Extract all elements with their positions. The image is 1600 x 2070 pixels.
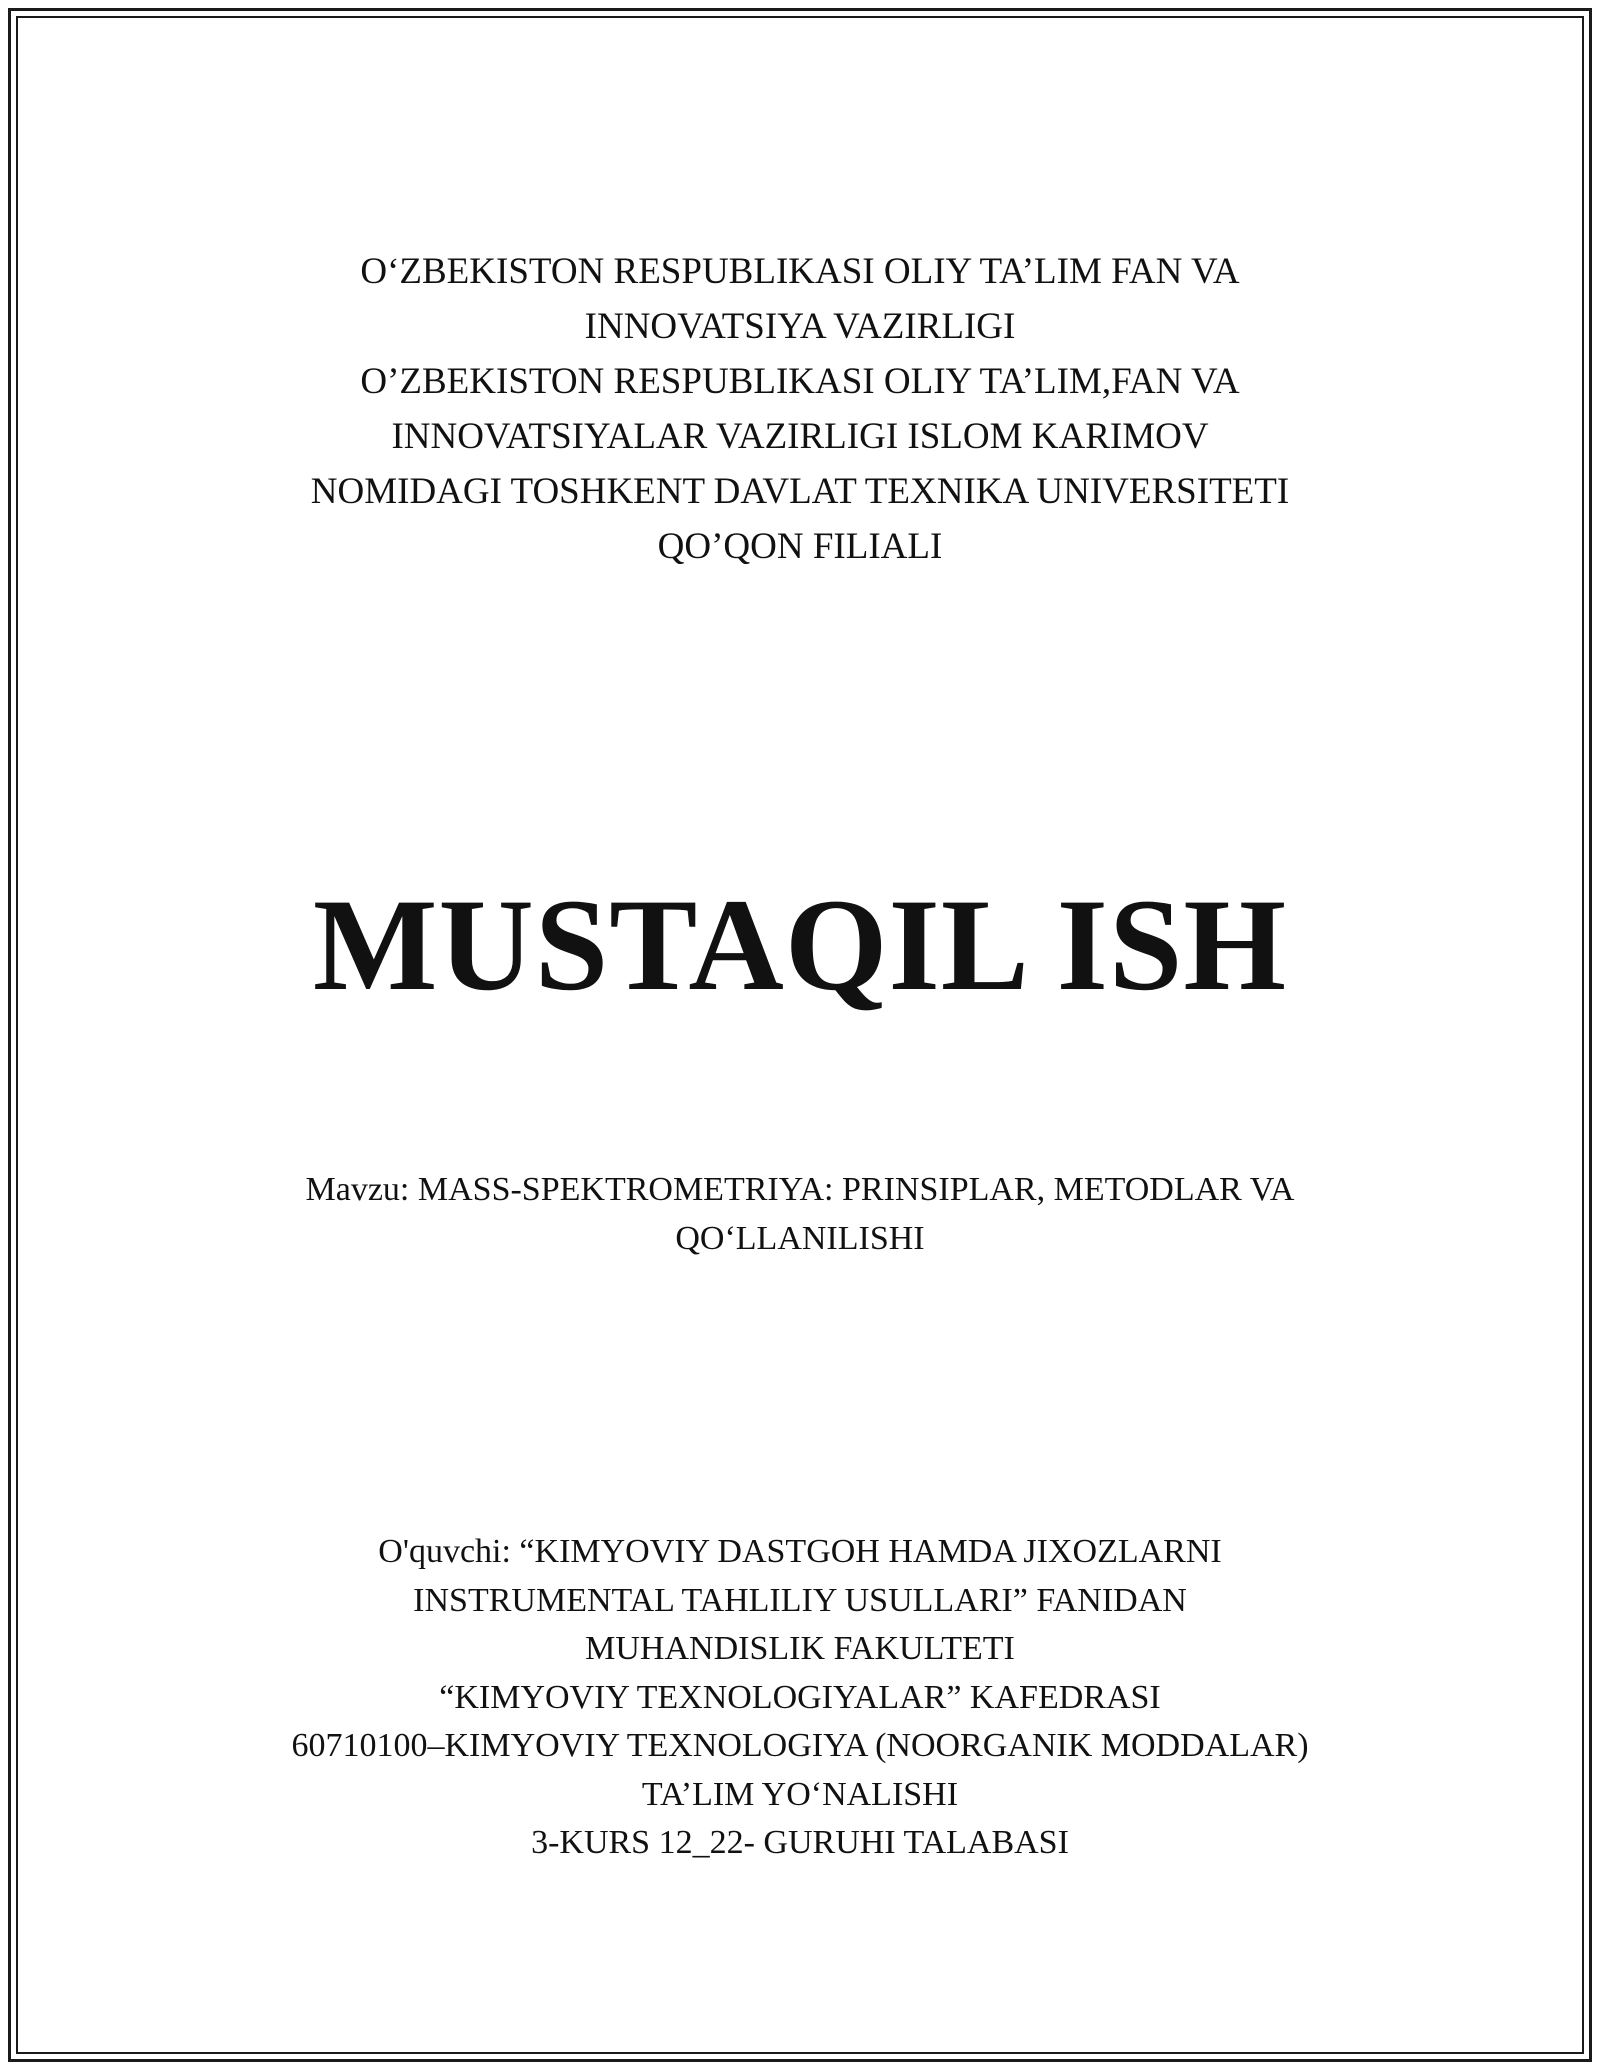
- document-title: MUSTAQIL ISH: [312, 871, 1288, 1018]
- student-line: INSTRUMENTAL TAHLILIY USULLARI” FANIDAN: [413, 1581, 1187, 1619]
- student-line: 3-KURS 12_22- GURUHI TALABASI: [531, 1824, 1069, 1861]
- student-line: MUHANDISLIK FAKULTETI: [585, 1630, 1015, 1667]
- header-line: INNOVATSIYALAR VAZIRLIGI ISLOM KARIMOV: [391, 416, 1209, 457]
- student-line: “KIMYOVIY TEXNOLOGIYALAR” KAFEDRASI: [439, 1678, 1161, 1716]
- topic-line: QO‘LLANILISHI: [675, 1220, 925, 1257]
- student-line: TA’LIM YO‘NALISHI: [641, 1775, 959, 1813]
- student-info: [0, 1528, 1600, 1868]
- header-line: NOMIDAGI TOSHKENT DAVLAT TEXNIKA UNIVERSITETI: [310, 471, 1290, 512]
- topic-section: [0, 1165, 1600, 1263]
- topic-line: Mavzu: MASS-SPEKTROMETRIYA: PRINSIPLAR, METODLAR VA: [305, 1171, 1295, 1208]
- student-line: 60710100–KIMYOVIY TEXNOLOGIYA (NOORGANIK MODDALAR): [291, 1727, 1309, 1764]
- student-line: O'quvchi: “KIMYOVIY DASTGOH HAMDA JIXOZLARNI: [378, 1533, 1222, 1570]
- header-line: O‘ZBEKISTON RESPUBLIKASI OLIY TA’LIM FAN VA: [360, 251, 1240, 292]
- header-line: O’ZBEKISTON RESPUBLIKASI OLIY TA’LIM,FAN VA: [360, 361, 1240, 402]
- header-line: INNOVATSIYA VAZIRLIGI: [584, 306, 1016, 347]
- header-line: QO’QON FILIALI: [657, 526, 943, 567]
- institution-header: [0, 244, 1600, 574]
